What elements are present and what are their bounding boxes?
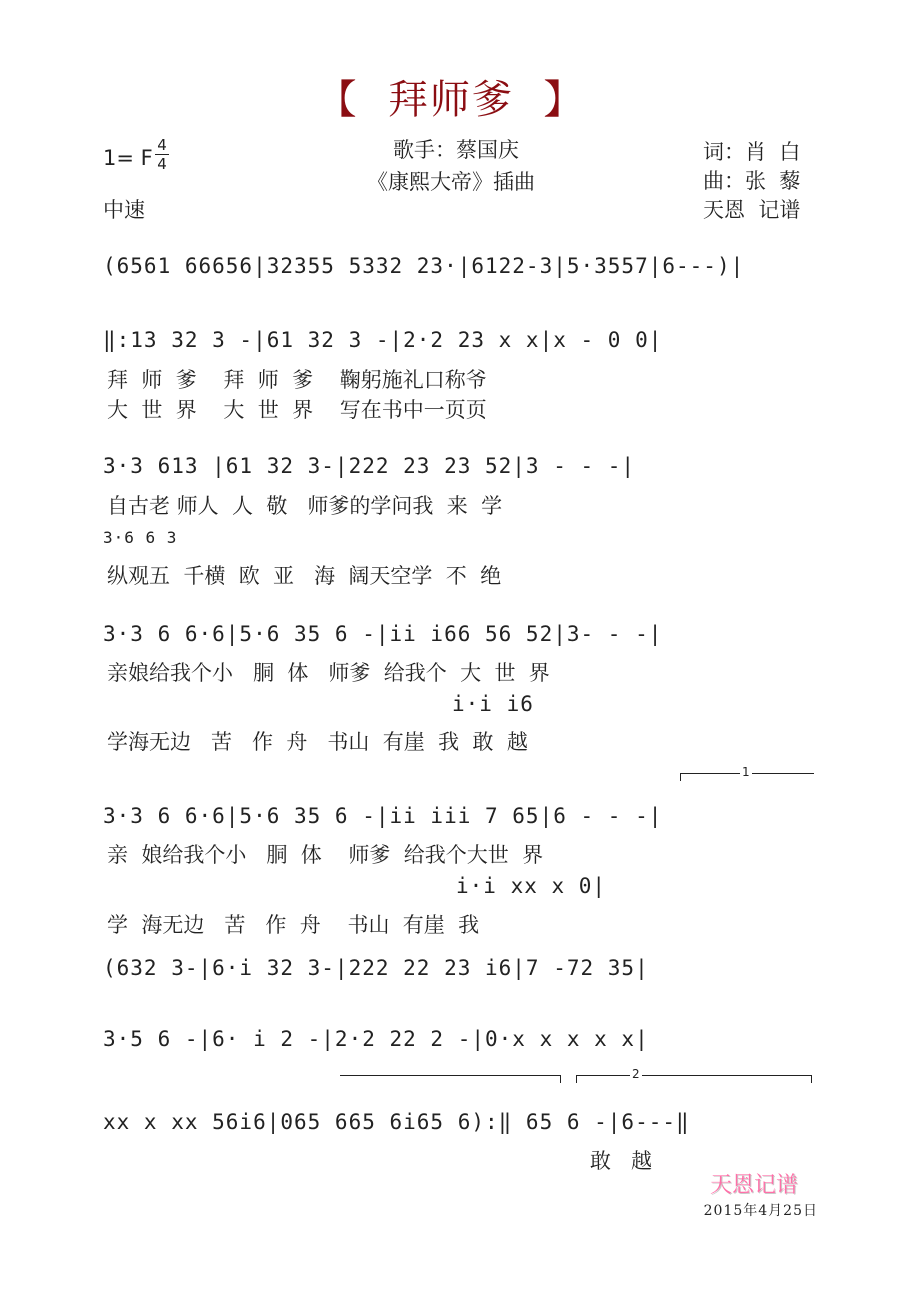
tempo: 中速 — [103, 198, 145, 222]
notation-line-10: 3·5 6 -|6· i 2 -|2·2 22 2 -|0·x x x x x| — [103, 1027, 649, 1051]
notation-line-2: ‖:13 32 3 -|61 32 3 -|2·2 23 x x|x - 0 0| — [103, 328, 663, 352]
lyric-line-9: 敢 越 — [590, 1149, 653, 1173]
transcriber: 天恩 记谱 — [703, 198, 801, 222]
time-signature-top: 4 — [157, 136, 167, 154]
volta-2-right-tick — [811, 1075, 812, 1083]
transcriber-stamp: 天恩记谱 — [709, 1173, 798, 1198]
volta-1-tick — [680, 773, 681, 781]
time-signature-bottom: 4 — [157, 155, 167, 173]
notation-line-7: 3·3 6 6·6|5·6 35 6 -|ii iii 7 65|6 - - -| — [103, 804, 663, 828]
volta-2-label: 2 — [632, 1067, 640, 1081]
key-signature: 1= F — [103, 146, 153, 170]
lyric-line-1: 拜 师 爹 拜 师 爹 鞠躬施礼口称爷 — [107, 368, 487, 392]
lyric-line-2: 大 世 界 大 世 界 写在书中一页页 — [107, 398, 487, 422]
volta-2-left-tick — [560, 1075, 561, 1083]
volta-2-bracket — [576, 1075, 812, 1076]
notation-line-5: 3·3 6 6·6|5·6 35 6 -|ii i66 56 52|3- - -| — [103, 622, 663, 646]
notation-line-1: (6561 66656|32355 5332 23·|6122-3|5·3557|6---)| — [103, 254, 745, 278]
notation-line-3: 3·3 613 |61 32 3-|222 23 23 52|3 - - -| — [103, 454, 636, 478]
notation-line-4: 3·6 6 3 — [103, 528, 178, 547]
lyric-line-7: 亲 娘给我个小 胴 体 师爹 给我个大世 界 — [107, 843, 544, 867]
notation-line-6: i·i i6 — [452, 692, 534, 716]
lyricist: 词：肖 白 — [703, 140, 801, 164]
composer: 曲：张 藜 — [703, 169, 801, 193]
lyric-line-4: 纵观五 千横 欧 亚 海 阔天空学 不 绝 — [107, 564, 502, 588]
notation-line-8: i·i xx x 0| — [456, 874, 607, 898]
time-signature — [155, 137, 169, 172]
lyric-line-5: 亲娘给我个小 胴 体 师爹 给我个 大 世 界 — [107, 661, 550, 685]
lyric-line-3: 自古老 师人 人 敬 师爹的学问我 来 学 — [107, 494, 503, 518]
lyric-line-6: 学海无边 苦 作 舟 书山 有崖 我 敢 越 — [107, 730, 528, 754]
singer: 歌手：蔡国庆 — [393, 138, 519, 162]
notation-line-9: (632 3-|6·i 32 3-|222 22 23 i6|7 -72 35| — [103, 956, 649, 980]
transcription-date: 2015年4月25日 — [703, 1203, 818, 1219]
volta-2-left-line — [340, 1075, 560, 1076]
volta-2-tick — [576, 1075, 577, 1083]
source: 《康熙大帝》插曲 — [367, 170, 535, 194]
notation-line-11: xx x xx 56i6|065 665 6i65 6):‖ 65 6 -|6---‖ — [103, 1110, 690, 1134]
song-title: 【 拜师爹 】 — [316, 77, 586, 123]
volta-1-label: 1 — [742, 765, 750, 779]
lyric-line-8: 学 海无边 苦 作 舟 书山 有崖 我 — [107, 913, 480, 937]
